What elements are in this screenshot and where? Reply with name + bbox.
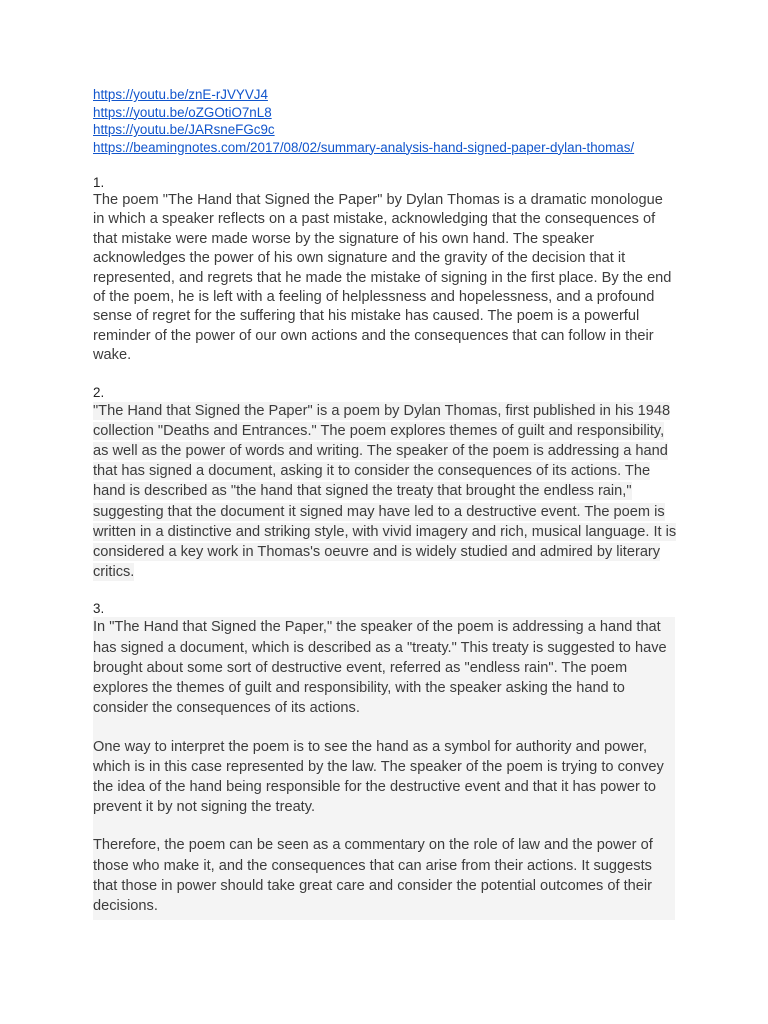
spacer bbox=[93, 156, 683, 174]
section-3-paragraph-1: In "The Hand that Signed the Paper," the speaker of the poem is addressing a hand that has signed a document, which is described as a "treaty." This treaty is suggested to have brought about some sort of destructive event, referred as "endless rain". The poem explores the themes of guilt and responsibility, with the speaker asking the hand to consider the consequences of its actions. bbox=[93, 619, 667, 717]
spacer bbox=[93, 817, 675, 835]
section-number: 2. bbox=[93, 384, 105, 400]
section-number: 3. bbox=[93, 601, 105, 617]
section-2 bbox=[93, 384, 683, 583]
section-number: 1. bbox=[93, 175, 105, 190]
reference-links bbox=[93, 86, 683, 156]
section-3-highlight-block bbox=[93, 617, 675, 920]
spacer bbox=[93, 719, 675, 737]
link-beamingnotes[interactable]: https://beamingnotes.com/2017/08/02/summary-analysis-hand-signed-paper-dylan-thomas/ bbox=[93, 139, 635, 155]
section-2-paragraph bbox=[93, 401, 678, 583]
spacer bbox=[93, 582, 683, 600]
highlighted-text: "The Hand that Signed the Paper" is a poem by Dylan Thomas, first published in his 1948 collection "Deaths and Entrances." The poem explores themes of guilt and responsibility, as well as the power of words and writing. The speaker of the poem is addressing a hand that has signed a document, asking it to consider the consequences of its actions. The hand is described as "the hand that signed the treaty that brought the endless rain," suggesting that the document it signed may have led to a destructive event. The poem is written in a distinctive and striking style, with vivid imagery and rich, musical language. It is considered a key work in Thomas's oeuvre and is widely studied and admired by literary critics. bbox=[93, 402, 677, 581]
document-page bbox=[93, 86, 683, 920]
section-1-paragraph: The poem "The Hand that Signed the Paper" by Dylan Thomas is a dramatic monologue in which a speaker reflects on a past mistake, acknowledging that the consequences of that mistake were made worse by the signature of his own hand. The speaker acknowledges the power of his own signature and the gravity of the decision that it represented, and regrets that he made the mistake of signing in the first place. By the end of the poem, he is left with a feeling of helplessness and hopelessness, and a profound sense of regret for the suffering that his mistake has caused. The poem is a powerful reminder of the power of our own actions and the consequences that can follow in their wake. bbox=[93, 192, 672, 364]
section-3-paragraph-2: One way to interpret the poem is to see the hand as a symbol for authority and power, which is in this case represented by the law. The speaker of the poem is trying to convey the idea of the hand being responsible for the destructive event and that it has power to prevent it by not signing the treaty. bbox=[93, 738, 664, 816]
section-3 bbox=[93, 600, 683, 920]
link-youtube-1[interactable]: https://youtu.be/znE-rJVYVJ4 bbox=[93, 87, 268, 102]
link-youtube-2[interactable]: https://youtu.be/oZGOtiO7nL8 bbox=[93, 104, 272, 120]
section-1 bbox=[93, 174, 683, 366]
link-youtube-3[interactable]: https://youtu.be/JARsneFGc9c bbox=[93, 122, 275, 137]
section-3-paragraph-3: Therefore, the poem can be seen as a commentary on the role of law and the power of those who make it, and the consequences that can arise from their actions. It suggests that those in power should take great care and consider the potential outcomes of their decisions. bbox=[93, 837, 653, 914]
spacer bbox=[93, 366, 683, 384]
